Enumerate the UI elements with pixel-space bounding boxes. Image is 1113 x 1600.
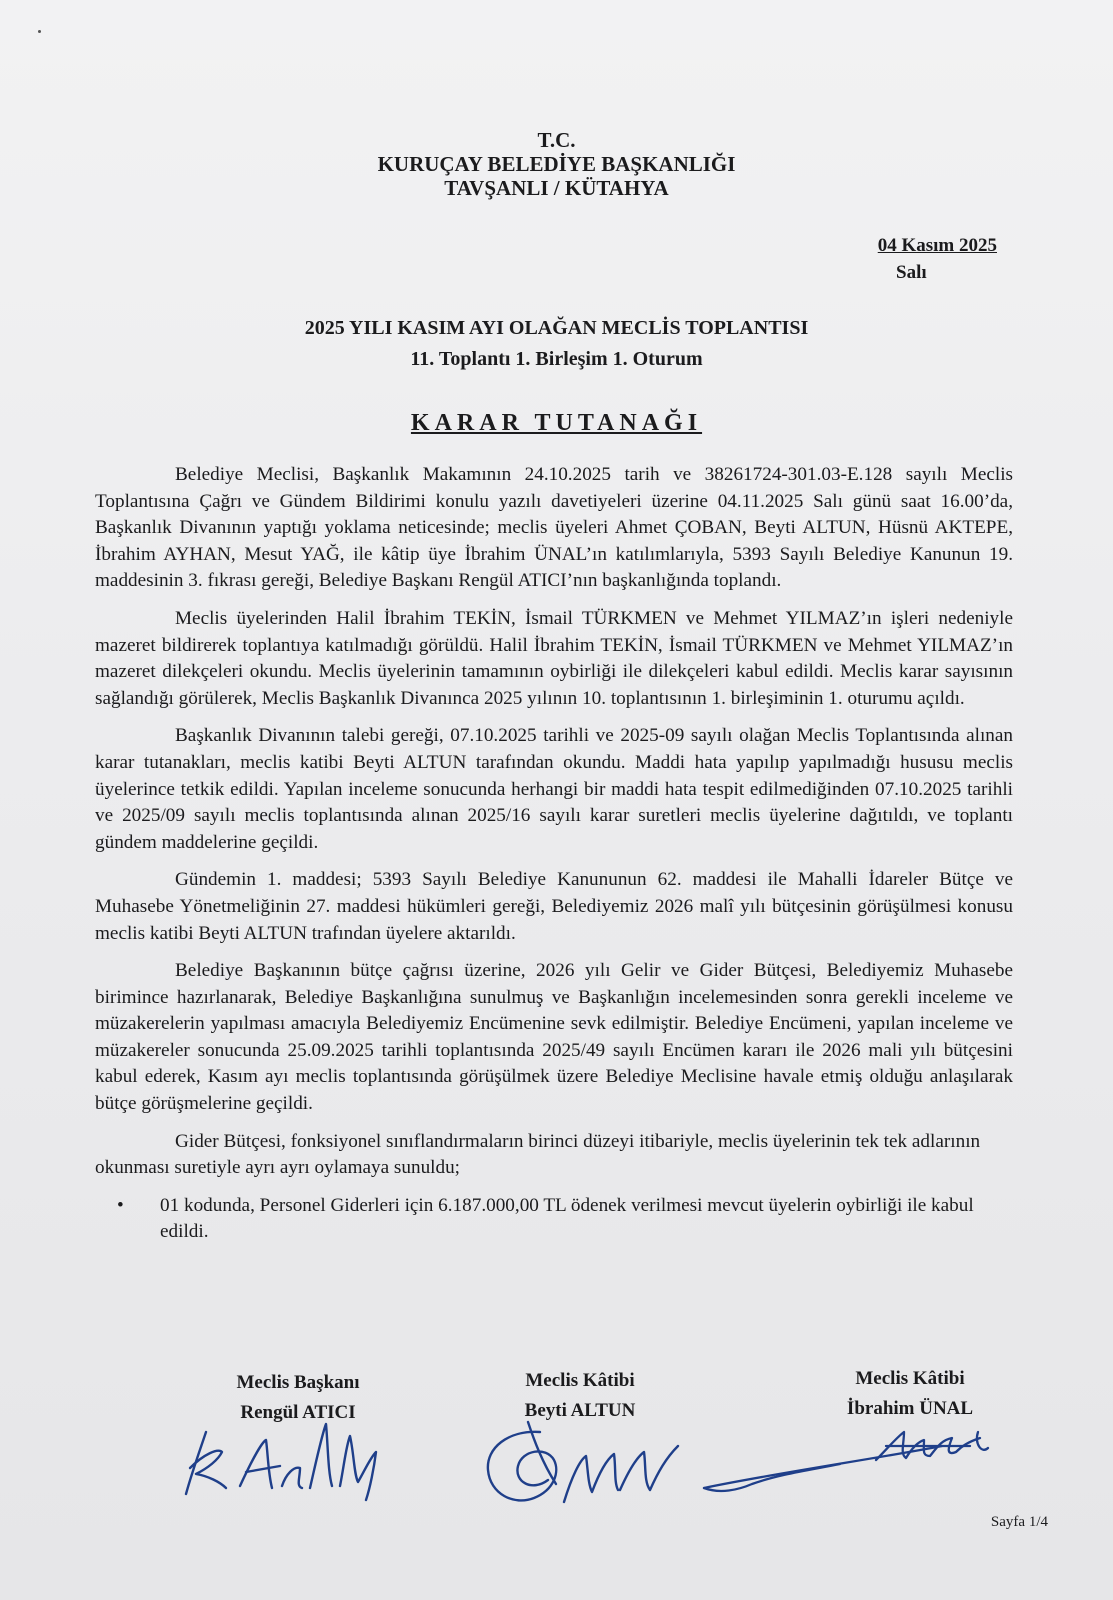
signature-role: Meclis Kâtibi bbox=[525, 1370, 635, 1391]
paragraph-1: Belediye Meclisi, Başkanlık Makamının 24.10.2025 tarih ve 38261724-301.03-E.128 sayılı Meclis Toplantısına Çağrı ve Gündem Bildirimi konulu yazılı davetiyeleri üzerine 04.11.2025 Salı günü saat 16.00’da, Başkanlık Divanının yaptığı yoklama neticesinde; meclis üyeleri Ahmet ÇOBAN, Beyti ALTUN, Hüsnü AKTEPE, İbrahim AYHAN, Mesut YAĞ, ile kâtip üye İbrahim ÜNAL’ın katılımlarıyla, 5393 Sayılı Belediye Kanunun 19. maddesinin 3. fıkrası gereği, Belediye Başkanı Rengül ATICI’nın başkanlığında toplandı. bbox=[95, 464, 1013, 592]
paragraph-3: Başkanlık Divanının talebi gereği, 07.10.2025 tarihli ve 2025-09 sayılı olağan Meclis Toplantısında alınan karar tutanakları, meclis katibi Beyti ALTUN tarafından okundu. Maddi hata yapılıp yapılmadığı hususu meclis üyelerince tetkik edildi. Yapılan inceleme sonucunda herhangi bir maddi hata tespit edilmediğinden 07.10.2025 tarihli ve 2025/09 sayılı meclis toplantısında alınan 2025/16 sayılı karar suretleri meclis üyelerine dağıtıldı, ve toplantı gündem maddelerine geçildi. bbox=[95, 725, 1013, 853]
bullet-text: 01 kodunda, Personel Giderleri için 6.187.000,00 TL ödenek verilmesi mevcut üyelerin oybirliği ile kabul edildi. bbox=[160, 1194, 974, 1243]
bullet-dot: • bbox=[117, 1194, 124, 1216]
signature-name: Rengül ATICI bbox=[240, 1402, 356, 1423]
signature-role: Meclis Kâtibi bbox=[855, 1368, 965, 1389]
meeting-title: 2025 YILI KASIM AYI OLAĞAN MECLİS TOPLANTISI bbox=[304, 317, 809, 339]
signature-name: İbrahim ÜNAL bbox=[846, 1398, 974, 1419]
signature-block-clerk-2 bbox=[805, 1364, 1015, 1424]
bullet-item bbox=[95, 1193, 1013, 1246]
paragraph-5: Belediye Başkanının bütçe çağrısı üzerine, 2026 yılı Gelir ve Gider Bütçesi, Belediyemiz Muhasebe birimince hazırlanarak, Belediye Başkanlığına sunulmuş ve Başkanlığın incelemesinden sonra gerekli inceleme ve müzakerelerin yapılması amacıyla Belediyemiz Encümenine sevk edilmiştir. Belediye Encümeni, yapılan inceleme ve müzakereler sonucunda 25.09.2025 tarihli toplantısında 2025/49 sayılı Encümen kararı ile 2026 mali yılı bütçesini kabul ederek, Kasım ayı meclis toplantısında görüşülmek üzere Belediye Meclisine havale etmiş olduğu anlaşılarak bütçe görüşmelerine geçildi. bbox=[95, 960, 1013, 1115]
paragraph-4: Gündemin 1. maddesi; 5393 Sayılı Belediye Kanununun 62. maddesi ile Mahalli İdareler Bütçe ve Muhasebe Yönetmeliğinin 27. maddesi hükümleri gereği, Belediyemiz 2026 malî yılı bütçesinin görüşülmesi konusu meclis katibi Beyti ALTUN trafından üyelere aktarıldı. bbox=[95, 869, 1013, 944]
document-body bbox=[95, 462, 1013, 1246]
meeting-date: 04 Kasım 2025 bbox=[877, 235, 997, 256]
page-number: Sayfa 1/4 bbox=[990, 1514, 1048, 1530]
handwritten-signature-clerk-2 bbox=[690, 1418, 1020, 1508]
signature-role: Meclis Başkanı bbox=[236, 1372, 360, 1393]
handwritten-signature-chair bbox=[170, 1402, 400, 1502]
document-title: KARAR TUTANAĞI bbox=[410, 410, 703, 436]
header-location: TAVŞANLI / KÜTAHYA bbox=[444, 176, 669, 200]
paragraph-2: Meclis üyelerinden Halil İbrahim TEKİN, İsmail TÜRKMEN ve Mehmet YILMAZ’ın işleri nedeniyle mazeret bildirerek toplantıya katılmadığı görüldü. Halil İbrahim TEKİN, İsmail TÜRKMEN ve Mehmet YILMAZ’ın mazeret dilekçeleri okundu. Meclis üyelerinin tamamının oybirliği ile dilekçeleri kabul edildi. Meclis karar sayısının sağlandığı görülerek, Meclis Başkanlık Divanınca 2025 yılının 10. toplantısının 1. birleşiminin 1. oturumu açıldı. bbox=[95, 607, 1013, 709]
handwritten-signature-clerk-1 bbox=[468, 1410, 708, 1520]
paragraph-6: Gider Bütçesi, fonksiyonel sınıflandırmaların birinci düzeyi itibariyle, meclis üyelerinin tek tek adlarının okunması suretiyle ayrı ayrı oylamaya sunuldu; bbox=[95, 1130, 981, 1179]
header-tc: T.C. bbox=[537, 128, 576, 152]
date-block bbox=[878, 232, 997, 286]
meeting-session: 11. Toplantı 1. Birleşim 1. Oturum bbox=[410, 348, 703, 370]
scan-speck bbox=[38, 30, 41, 33]
meeting-day: Salı bbox=[896, 262, 927, 283]
header-municipality: KURUÇAY BELEDİYE BAŞKANLIĞI bbox=[377, 152, 736, 176]
signature-name: Beyti ALTUN bbox=[524, 1400, 636, 1421]
